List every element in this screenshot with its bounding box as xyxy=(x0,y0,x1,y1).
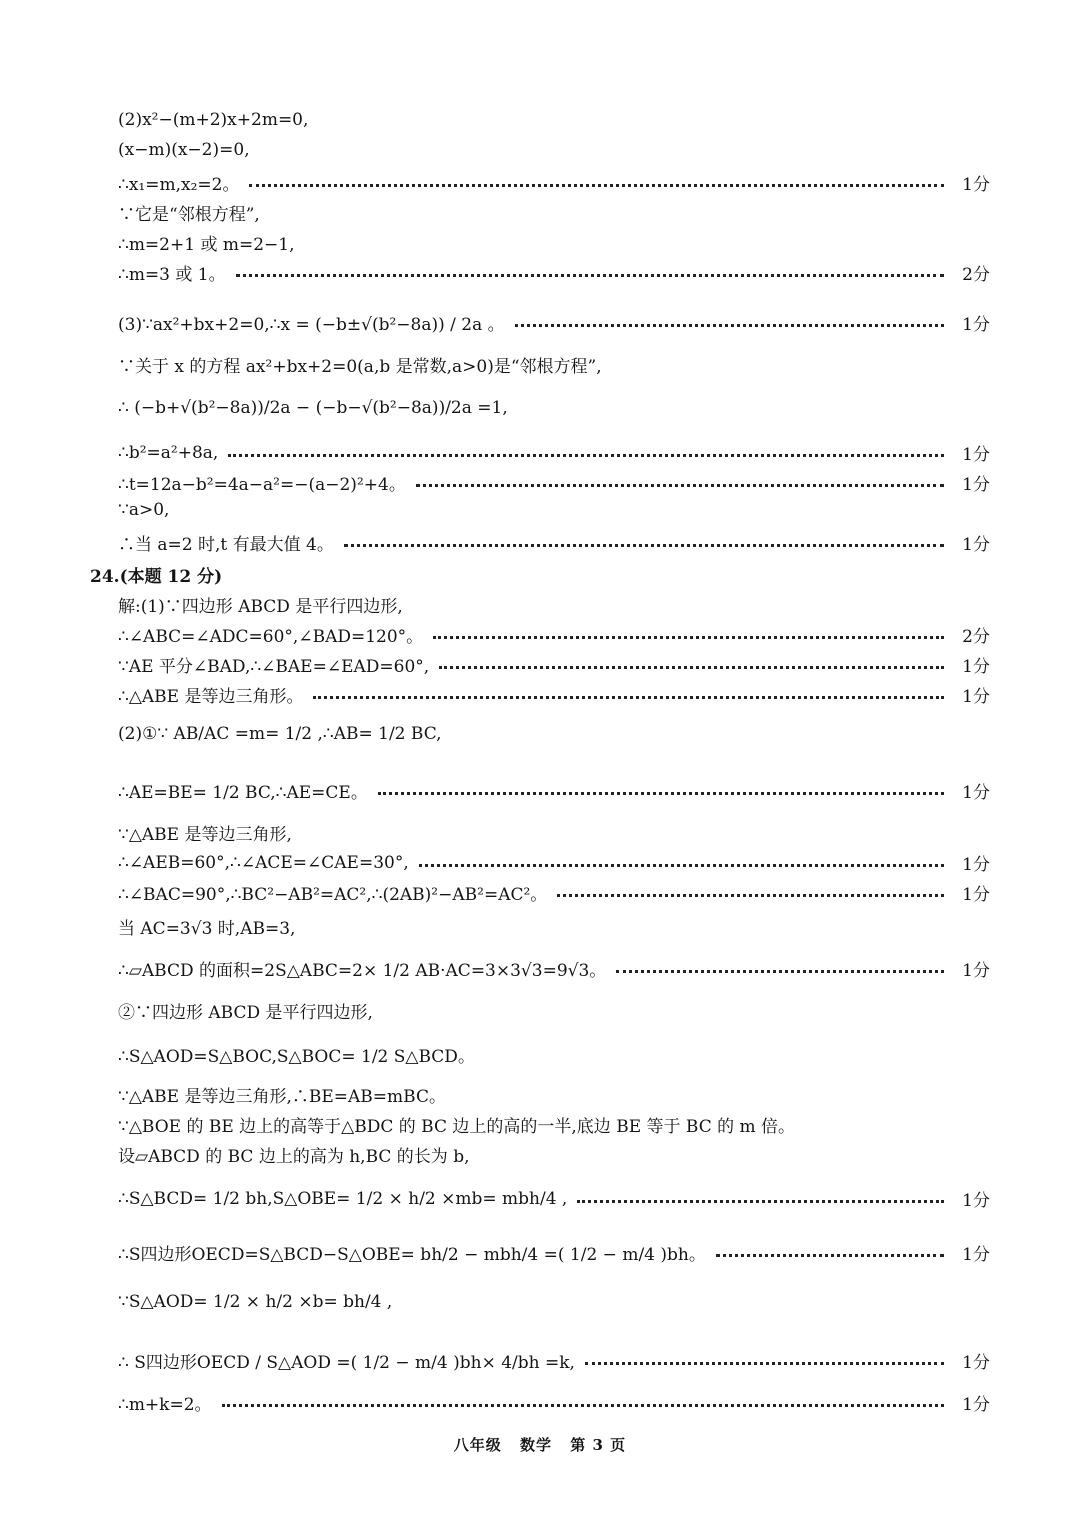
dot-leader xyxy=(585,1362,944,1365)
line-9: ∴ (−b+√(b²−8a))/2a − (−b−√(b²−8a))/2a =1, xyxy=(118,398,508,418)
score: 1分 xyxy=(962,175,990,195)
line-25: ②∵四边形 ABCD 是平行四边形, xyxy=(118,1003,373,1023)
line-33: ∴ S四边形OECD / S△AOD =( 1/2 − m/4 )bh× 4/bh =k, 1分 xyxy=(118,1348,990,1373)
line-21: ∴∠AEB=60°,∴∠ACE=∠CAE=30°, 1分 xyxy=(118,850,990,875)
line-7: (3)∵ax²+bx+2=0,∴x = (−b±√(b²−8a)) / 2a 。 1分 xyxy=(118,310,990,335)
line-19: ∴AE=BE= 1/2 BC,∴AE=CE。 1分 xyxy=(118,778,990,803)
line-18: (2)①∵ AB/AC =m= 1/2 ,∴AB= 1/2 BC, xyxy=(118,724,442,744)
score: 1分 xyxy=(962,315,990,335)
line-16: ∵AE 平分∠BAD,∴∠BAE=∠EAD=60°, 1分 xyxy=(118,652,990,677)
line-24: ∴▱ABCD 的面积=2S△ABC=2× 1/2 AB·AC=3×3√3=9√3。 1分 xyxy=(118,956,990,981)
line-15: ∴∠ABC=∠ADC=60°,∠BAD=120°。 2分 xyxy=(118,622,990,647)
dot-leader xyxy=(236,274,944,277)
score: 1分 xyxy=(962,961,990,981)
footer-grade: 八年级 xyxy=(453,1436,502,1454)
dot-leader xyxy=(228,454,944,457)
score: 1分 xyxy=(962,535,990,555)
score: 1分 xyxy=(962,783,990,803)
line-13: ∴当 a=2 时,t 有最大值 4。 1分 xyxy=(118,530,990,555)
score: 1分 xyxy=(962,687,990,707)
dot-leader xyxy=(378,792,944,795)
dot-leader xyxy=(616,970,944,973)
dot-leader xyxy=(416,484,944,487)
line-17: ∴△ABE 是等边三角形。 1分 xyxy=(118,682,990,707)
dot-leader xyxy=(313,696,944,699)
score: 1分 xyxy=(962,1353,990,1373)
dot-leader xyxy=(577,1200,944,1203)
dot-leader xyxy=(419,864,944,867)
line-32: ∵S△AOD= 1/2 × h/2 ×b= bh/4 , xyxy=(118,1292,393,1312)
line-29: 设▱ABCD 的 BC 边上的高为 h,BC 的长为 b, xyxy=(118,1147,470,1167)
line-8: ∵关于 x 的方程 ax²+bx+2=0(a,b 是常数,a>0)是“邻根方程”, xyxy=(118,357,602,377)
dot-leader xyxy=(557,894,944,897)
line-6: ∴m=3 或 1。 2分 xyxy=(118,260,990,285)
line-12: ∵a>0, xyxy=(118,500,170,520)
score: 1分 xyxy=(962,855,990,875)
line-4: ∵它是“邻根方程”, xyxy=(118,205,260,225)
line-14: 解:(1)∵四边形 ABCD 是平行四边形, xyxy=(118,597,403,617)
dot-leader xyxy=(222,1404,944,1407)
line-34: ∴m+k=2。 1分 xyxy=(118,1390,990,1415)
line-22: ∴∠BAC=90°,∴BC²−AB²=AC²,∴(2AB)²−AB²=AC²。 1分 xyxy=(118,880,990,905)
line-3: ∴x₁=m,x₂=2。 1分 xyxy=(118,170,990,195)
line-30: ∴S△BCD= 1/2 bh,S△OBE= 1/2 × h/2 ×mb= mbh/4 , 1分 xyxy=(118,1186,990,1211)
dot-leader xyxy=(344,544,944,547)
score: 2分 xyxy=(962,265,990,285)
score: 1分 xyxy=(962,1191,990,1211)
line-11: ∴t=12a−b²=4a−a²=−(a−2)²+4。 1分 xyxy=(118,470,990,495)
line-26: ∴S△AOD=S△BOC,S△BOC= 1/2 S△BCD。 xyxy=(118,1047,475,1067)
dot-leader xyxy=(515,324,944,327)
line-23: 当 AC=3√3 时,AB=3, xyxy=(118,919,296,939)
dot-leader xyxy=(439,666,944,669)
score: 1分 xyxy=(962,657,990,677)
dot-leader xyxy=(716,1254,944,1257)
line-2: (x−m)(x−2)=0, xyxy=(118,140,250,160)
score: 1分 xyxy=(962,445,990,465)
section-24-heading: 24.(本题 12 分) xyxy=(90,567,223,587)
score: 1分 xyxy=(962,475,990,495)
line-1: (2)x²−(m+2)x+2m=0, xyxy=(118,110,309,130)
score: 2分 xyxy=(962,627,990,647)
line-31: ∴S四边形OECD=S△BCD−S△OBE= bh/2 − mbh/4 =( 1/2 − m/4 )bh。 1分 xyxy=(118,1240,990,1265)
score: 1分 xyxy=(962,1245,990,1265)
score: 1分 xyxy=(962,885,990,905)
line-27: ∵△ABE 是等边三角形,∴BE=AB=mBC。 xyxy=(118,1087,446,1107)
line-5: ∴m=2+1 或 m=2−1, xyxy=(118,235,295,255)
footer-subject: 数学 xyxy=(520,1436,553,1454)
footer-page-number: 第 3 页 xyxy=(570,1436,627,1454)
score: 1分 xyxy=(962,1395,990,1415)
dot-leader xyxy=(249,184,944,187)
dot-leader xyxy=(433,636,944,639)
line-10: ∴b²=a²+8a, 1分 xyxy=(118,440,990,465)
page-footer xyxy=(0,1434,1080,1455)
line-20: ∵△ABE 是等边三角形, xyxy=(118,825,292,845)
line-28: ∵△BOE 的 BE 边上的高等于△BDC 的 BC 边上的高的一半,底边 BE 等于 BC 的 m 倍。 xyxy=(118,1117,796,1137)
